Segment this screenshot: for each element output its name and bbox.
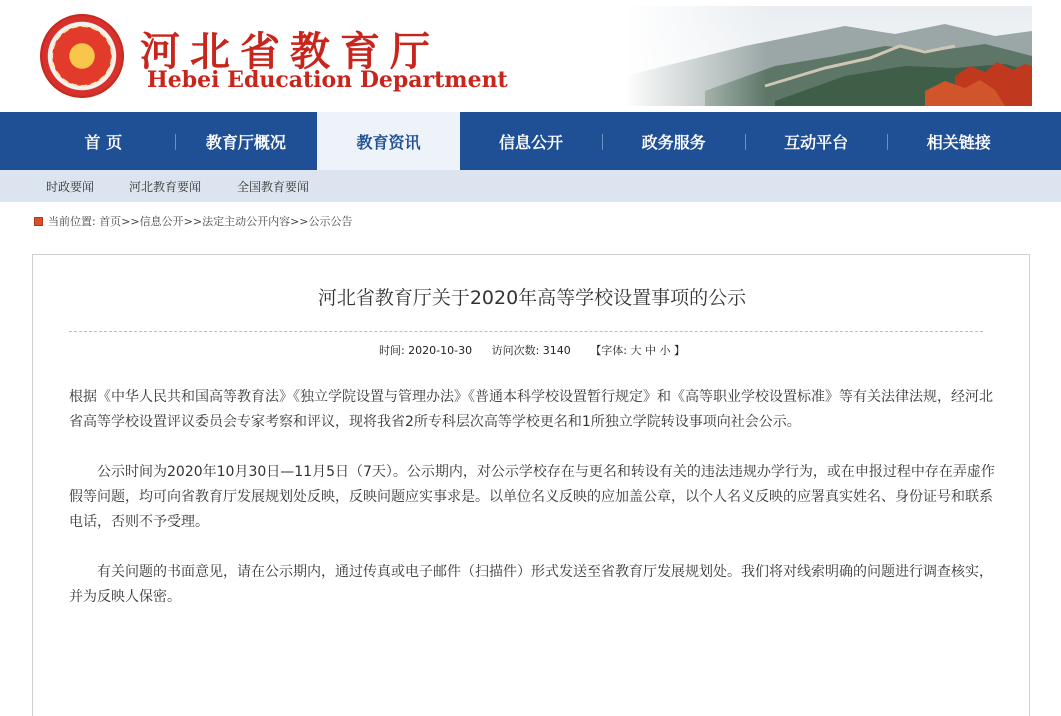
sub-nav [0, 170, 1061, 202]
logo-ring [51, 25, 113, 87]
nav-item-news[interactable]: 教育资讯 [317, 112, 460, 170]
nav-item-home[interactable]: 首 页 [84, 132, 123, 152]
nav-item-links[interactable]: 相关链接 [887, 112, 1030, 170]
nav-item-interaction[interactable]: 互动平台 [745, 112, 888, 170]
site-header [0, 0, 1061, 112]
banner-image [625, 6, 1032, 106]
breadcrumb-text[interactable]: 当前位置: 首页>>信息公开>>法定主动公开内容>>公示公告 [48, 215, 353, 228]
subnav-item-national-news[interactable]: 全国教育要闻 [237, 180, 310, 194]
subnav-item-politics[interactable]: 时政要闻 [46, 180, 95, 194]
main-nav [0, 112, 1061, 170]
emblem-logo-icon[interactable] [40, 14, 124, 98]
subnav-item-hebei-news[interactable]: 河北教育要闻 [129, 180, 202, 194]
breadcrumb [34, 213, 353, 229]
paragraph: 公示时间为2020年10月30日—11月5日（7天）。公示期内，对公示学校存在与更名和转设有关的违法违规办学行为，或在申报过程中存在弄虚作假等问题，均可向省教育厅发展规划处反映，反映问题应实事求是。以单位名义反映的应加盖公章，以个人名义反映的应署真实姓名、身份证号和联系电话，否则不予受理。 [69, 464, 995, 530]
site-title-cn[interactable]: 河北省教育厅 [140, 28, 440, 75]
publish-time: 时间: 2020-10-30 [378, 344, 473, 357]
nav-item-overview[interactable]: 教育厅概况 [175, 112, 318, 170]
view-count: 访问次数: 3140 [491, 344, 571, 357]
nav-item-gov-services[interactable]: 政务服务 [602, 112, 745, 170]
site-title-en[interactable]: Hebei Education Department [147, 67, 508, 93]
title-divider [69, 331, 983, 332]
location-icon [34, 217, 43, 226]
article-title: 河北省教育厅关于2020年高等学校设置事项的公示 [317, 287, 747, 309]
paragraph: 有关问题的书面意见，请在公示期内，通过传真或电子邮件（扫描件）形式发送至省教育厅发展规划处。我们将对线索明确的问题进行调查核实，并为反映人保密。 [69, 564, 993, 605]
nav-item-info-disclosure[interactable]: 信息公开 [499, 132, 564, 152]
paragraph: 根据《中华人民共和国高等教育法》《独立学院设置与管理办法》《普通本科学校设置暂行规定》和《高等职业学校设置标准》等有关法律法规，经河北省高等学校设置评议委员会专家考察和评议，现将我省2所专科层次高等学校更名和1所独立学院转设事项向社会公示。 [69, 389, 993, 430]
font-size-control[interactable]: 【字体: 大 中 小 】 [590, 344, 686, 357]
article-meta [33, 342, 1031, 358]
article-body [69, 385, 999, 635]
article-panel [32, 254, 1030, 716]
